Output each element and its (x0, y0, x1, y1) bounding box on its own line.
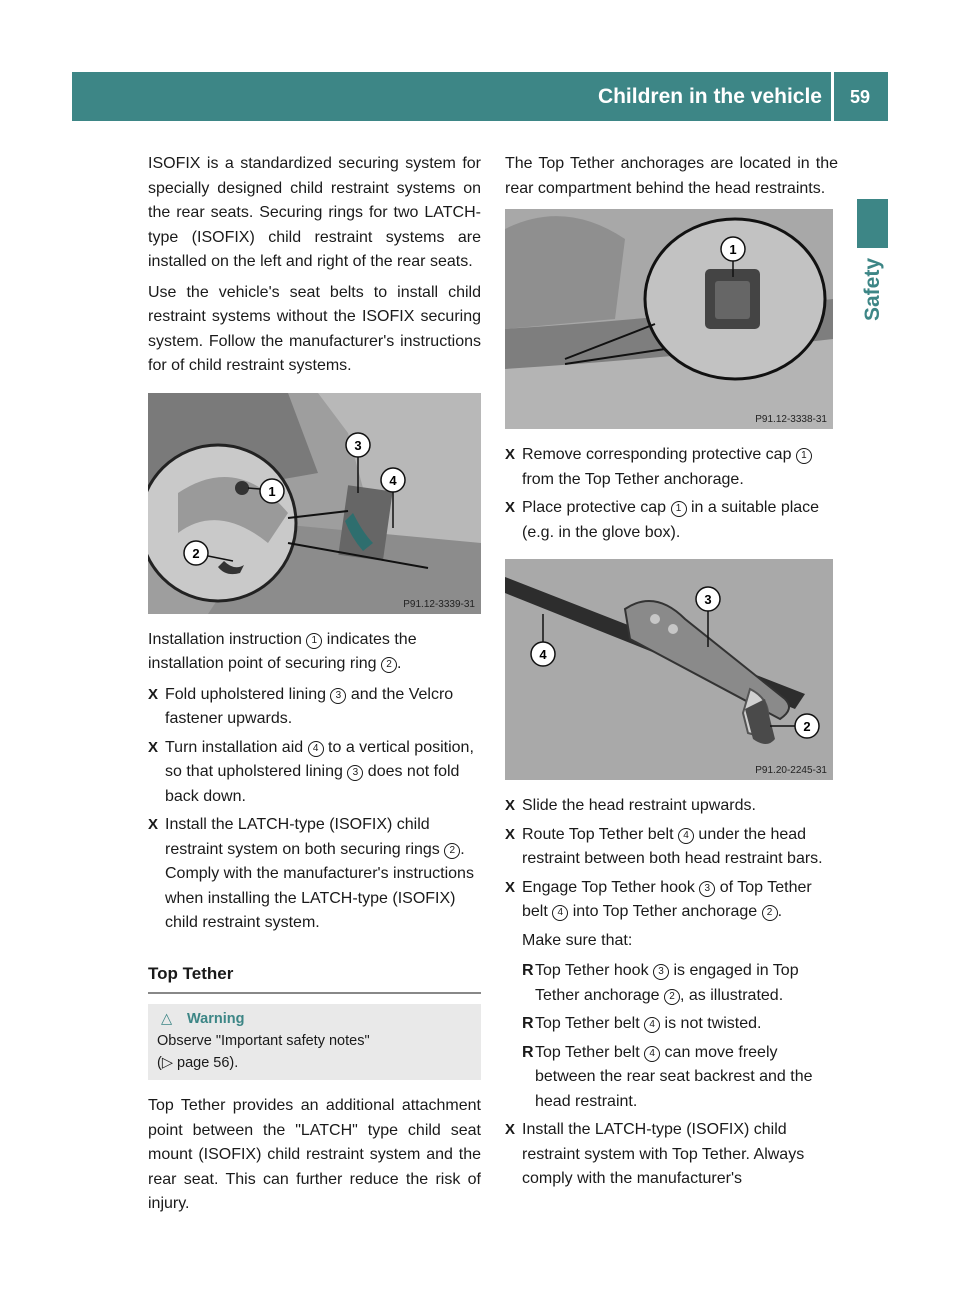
checklist-item (522, 1012, 838, 1037)
callout-ref: 4 (552, 905, 568, 921)
step-text (522, 496, 838, 545)
header-divider (831, 72, 834, 121)
figure-isofix-rings (148, 393, 481, 614)
callout-ref: 2 (444, 843, 460, 859)
instruction-step (505, 443, 838, 492)
warning-triangle-icon: △ (161, 1011, 173, 1027)
callout-ref: 3 (699, 881, 715, 897)
step-text (165, 683, 481, 732)
instruction-mark-icon: X (505, 499, 516, 516)
text: is not twisted. (660, 1015, 762, 1032)
instruction-mark-icon: X (505, 446, 516, 463)
fig1-callout-4: 4 (389, 472, 397, 488)
fig3-callout-4: 4 (539, 647, 547, 662)
text: Engage Top Tether hook (522, 878, 700, 896)
instruction-mark-icon: X (505, 825, 516, 843)
instruction-mark-icon: X (505, 1121, 516, 1138)
instruction-step (148, 683, 481, 732)
installation-caption (148, 628, 481, 677)
text: Installation instruction (148, 630, 307, 648)
isofix-intro: ISOFIX is a standardized securing system for specially designed child restraint systems on the rear seats. Securing rings for two LATCH-type (ISOFIX) child restraint systems are installed on the left and right of the rear seats. (148, 155, 481, 270)
belt-illustration (505, 559, 833, 780)
section-tab-label: Safety (861, 258, 884, 322)
text: . (777, 903, 783, 920)
bullet-text (535, 1012, 761, 1037)
text: can move freely between the rear seat backrest and the head restraint. (535, 1043, 813, 1110)
section-heading: Top Tether (148, 962, 481, 995)
figure-code: P91.12-3339-31 (403, 598, 475, 610)
instruction-step (148, 813, 481, 936)
step-text (522, 443, 838, 492)
bullet-text (535, 1041, 838, 1115)
instruction-mark-icon: X (148, 816, 159, 833)
left-column (148, 152, 481, 1223)
instruction-mark-icon: X (505, 878, 516, 896)
text: in a suitable place (e.g. in the glove box). (522, 499, 820, 541)
make-sure-note: Make sure that: (522, 931, 633, 949)
callout-ref: 2 (762, 905, 778, 921)
anchorage-location: The Top Tether anchorages are located in the rear compartment behind the head restraints. (505, 155, 838, 197)
instruction-step (148, 736, 481, 810)
text: Top Tether belt (535, 1043, 645, 1061)
fig3-callout-3: 3 (704, 592, 712, 607)
callout-ref: 1 (306, 633, 322, 649)
callout-ref: 3 (347, 765, 363, 781)
callout-ref: 1 (796, 448, 812, 464)
figure-code: P91.20-2245-31 (755, 765, 827, 776)
fig2-callout-1: 1 (729, 242, 737, 257)
text: into Top Tether anchorage (568, 903, 762, 920)
step-text: Install the LATCH-type (ISOFIX) child restraint system with Top Tether. Always comply with the manufacturer's (522, 1121, 805, 1187)
text: , as illustrated. (679, 986, 784, 1004)
callout-ref: 4 (308, 741, 324, 757)
text: to a vertical position, so that upholstered lining (165, 738, 474, 780)
page-number: 59 (849, 87, 871, 107)
checklist-item (522, 1041, 838, 1115)
fig1-callout-3: 3 (354, 437, 362, 453)
text: Top Tether hook (535, 962, 654, 979)
bullet-mark-icon: R (522, 962, 534, 979)
instruction-step (505, 1118, 838, 1192)
text: from the Top Tether anchorage. (522, 470, 744, 488)
figure-anchorage (505, 209, 833, 429)
instruction-step (505, 496, 838, 545)
text: indicates the installation point of securing ring (148, 630, 417, 672)
isofix-illustration (148, 393, 481, 614)
step-text: Slide the head restraint upwards. (522, 797, 756, 814)
instruction-step (505, 876, 838, 925)
instruction-step (505, 794, 838, 819)
step-text (165, 813, 481, 936)
warning-box (148, 1004, 481, 1080)
text: . Comply with the manufacturer's instructions when installing the LATCH-type (ISOFIX) child restraint system. (165, 840, 474, 931)
callout-ref: 4 (644, 1046, 660, 1062)
text: Install the LATCH-type (ISOFIX) child restraint system on both securing rings (165, 816, 445, 858)
step-text (165, 736, 481, 810)
chapter-title: Children in the vehicle (597, 85, 822, 108)
seat-belt-note: Use the vehicle's seat belts to install child restraint systems without the ISOFIX securing system. Follow the manufacturer's instructions for of child restraint systems. (148, 283, 481, 374)
warning-text: Observe "Important safety notes" (157, 1033, 370, 1049)
figure-code: P91.12-3338-31 (755, 414, 827, 425)
step-text (522, 876, 838, 925)
text: Turn installation aid (165, 738, 308, 756)
callout-ref: 2 (664, 989, 680, 1005)
fig1-callout-2: 2 (192, 545, 200, 561)
section-tab-marker (857, 199, 888, 248)
bullet-mark-icon: R (522, 1015, 534, 1032)
bullet-mark-icon: R (522, 1043, 534, 1061)
text: . (397, 655, 402, 672)
text: Remove corresponding protective cap (522, 446, 796, 463)
anchorage-illustration (505, 209, 833, 429)
text: Place protective cap (522, 499, 671, 516)
checklist-item (522, 959, 838, 1008)
instruction-mark-icon: X (505, 797, 516, 814)
callout-ref: 2 (381, 657, 397, 673)
instruction-mark-icon: X (148, 738, 159, 756)
callout-ref: 1 (671, 501, 687, 517)
callout-ref: 4 (644, 1017, 660, 1033)
page-reference-link[interactable]: (▷ page 56). (157, 1055, 239, 1071)
text: Top Tether belt (535, 1015, 645, 1032)
text: is engaged in Top Tether anchorage (535, 962, 799, 1004)
right-column (505, 152, 838, 1196)
top-tether-description: Top Tether provides an additional attachment point between the "LATCH" type child seat mount (ISOFIX) child restraint system and the rear seat. This can further reduce the risk of injury. (148, 1097, 481, 1212)
text: and the Velcro fastener upwards. (165, 685, 454, 727)
text: does not fold back down. (165, 763, 460, 805)
bullet-text (535, 959, 838, 1008)
instruction-step (505, 823, 838, 872)
instruction-mark-icon: X (148, 685, 159, 703)
fig1-callout-1: 1 (268, 483, 276, 499)
warning-title: Warning (187, 1011, 245, 1027)
step-text (522, 823, 838, 872)
text: Fold upholstered lining (165, 685, 331, 703)
callout-ref: 4 (678, 828, 694, 844)
fig3-callout-2: 2 (803, 719, 811, 734)
figure-top-tether-belt (505, 559, 833, 780)
text: of Top Tether belt (522, 878, 812, 920)
callout-ref: 3 (653, 964, 669, 980)
warning-heading (157, 1008, 472, 1030)
text: under the head restraint between both head restraint bars. (522, 825, 823, 867)
text: Route Top Tether belt (522, 825, 678, 843)
callout-ref: 3 (330, 688, 346, 704)
